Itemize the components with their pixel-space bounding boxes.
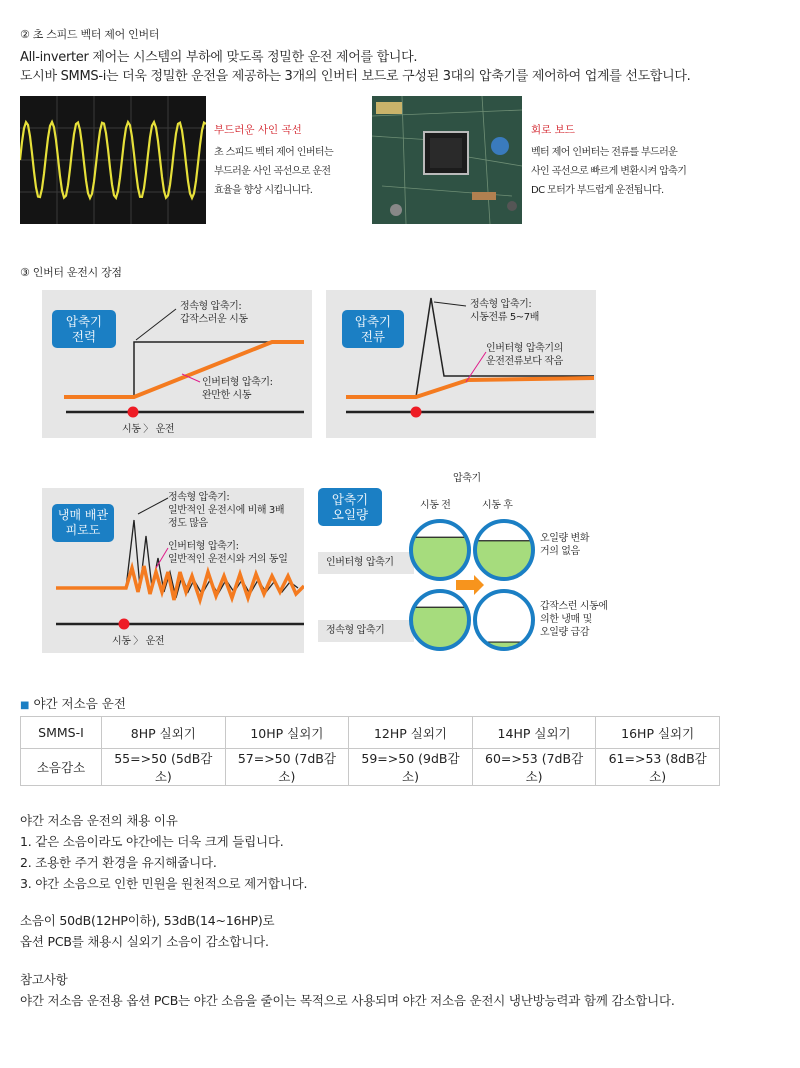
intro-line-1: All-inverter 제어는 시스템의 부하에 맞도록 정밀한 운전 제어를 합니다.: [20, 50, 418, 65]
oil-label: 압축기 오일량: [318, 488, 382, 526]
pcb-block: 소음이 50dB(12HP이하), 53dB(14~16HP)로 옵션 PCB를 채용시 실외기 소음이 감소합니다.: [20, 913, 275, 949]
power-fixed-note: 정속형 압축기: 갑작스러운 시동: [180, 301, 248, 325]
reference-title: 참고사항: [20, 972, 68, 987]
fatigue-label: 냉매 배관 피로도: [52, 504, 114, 542]
table-header-row: [21, 717, 720, 749]
oil-after-label: 시동 후: [482, 500, 513, 511]
reason-item: 2. 조용한 주거 환경을 유지해줍니다.: [20, 855, 217, 870]
fatigue-panel: [42, 488, 304, 653]
fatigue-inverter-note: 인버터형 압축기: 일반적인 운전시와 거의 동일: [168, 541, 288, 565]
table-header: SMMS-I: [21, 717, 102, 749]
oil-top-label: 압축기: [453, 473, 481, 484]
noise-table: [20, 716, 720, 786]
board-description: 벡터 제어 인버터는 전류를 부드러운 사인 곡선으로 빠르게 변환시켜 압축기 DC 모터가 부드럽게 운전됩니다.: [531, 147, 687, 196]
sine-heading: 부드러운 사인 곡선: [214, 124, 302, 136]
table-cell: 61=>53 (8dB감소): [596, 749, 720, 786]
power-panel: [42, 290, 312, 438]
circuit-board-image: [372, 96, 522, 224]
reasons-block: [20, 810, 307, 894]
table-header: 16HP 실외기: [596, 717, 720, 749]
fatigue-axis-label: 시동 〉 운전: [112, 636, 165, 647]
table-header: 12HP 실외기: [349, 717, 473, 749]
reason-item: 3. 야간 소음으로 인한 민원을 원천적으로 제거합니다.: [20, 876, 308, 891]
oil-row-fixed: 정속형 압축기: [318, 620, 414, 642]
oil-before-label: 시동 전: [420, 500, 451, 511]
table-row: [21, 749, 720, 786]
board-heading: 회로 보드: [531, 124, 575, 136]
table-cell: 소음감소: [21, 749, 102, 786]
sine-wave-image: [20, 96, 206, 224]
reference-text: 야간 저소음 운전용 옵션 PCB는 야간 소음을 줄이는 목적으로 사용되며 야간 저소음 운전시 냉난방능력과 함께 감소합니다.: [20, 993, 675, 1008]
oil-row-inverter: 인버터형 압축기: [318, 552, 414, 574]
sine-description: 초 스피드 벡터 제어 인버터는 부드러운 사인 곡선으로 운전 효율을 향상 시킵니니다.: [214, 147, 334, 196]
table-cell: 59=>50 (9dB감소): [349, 749, 473, 786]
oil-fixed-note: 갑작스런 시동에 의한 냉매 및 오일량 급감: [540, 601, 608, 638]
section3-title: ③ 인버터 운전시 장점: [20, 266, 122, 279]
oil-inverter-note: 오일량 변화 거의 없음: [540, 533, 590, 557]
oil-panel: [316, 462, 616, 662]
table-cell: 60=>53 (7dB감소): [472, 749, 596, 786]
table-cell: 57=>50 (7dB감소): [225, 749, 349, 786]
power-axis-label: 시동 〉 운전: [122, 424, 175, 435]
reference-block: [20, 969, 675, 1011]
current-panel: [326, 290, 596, 438]
power-inverter-note: 인버터형 압축기: 완만한 시동: [202, 377, 273, 401]
table-header: 10HP 실외기: [225, 717, 349, 749]
power-label: 압축기 전력: [52, 310, 116, 348]
fatigue-fixed-note: 정속형 압축기: 일반적인 운전시에 비해 3배 정도 많음: [168, 492, 285, 529]
night-title: ■ 야간 저소음 운전: [20, 696, 126, 711]
current-fixed-note: 정속형 압축기: 시동전류 5~7배: [470, 299, 539, 323]
section2-title: ② 초 스피드 벡터 제어 인버터: [20, 28, 160, 41]
reasons-title: 야간 저소음 운전의 채용 이유: [20, 813, 178, 828]
table-header: 14HP 실외기: [472, 717, 596, 749]
current-label: 압축기 전류: [342, 310, 404, 348]
bullet-icon: ■: [20, 700, 30, 711]
current-inverter-note: 인버터형 압축기의 운전전류보다 작음: [486, 343, 563, 367]
table-header: 8HP 실외기: [102, 717, 226, 749]
intro-line-2: 도시바 SMMS-i는 더욱 정밀한 운전을 제공하는 3개의 인버터 보드로 구성된 3대의 압축기를 제어하여 업계를 선도합니다.: [20, 69, 691, 84]
reason-item: 1. 같은 소음이라도 야간에는 더욱 크게 들립니다.: [20, 834, 284, 849]
table-cell: 55=>50 (5dB감소): [102, 749, 226, 786]
